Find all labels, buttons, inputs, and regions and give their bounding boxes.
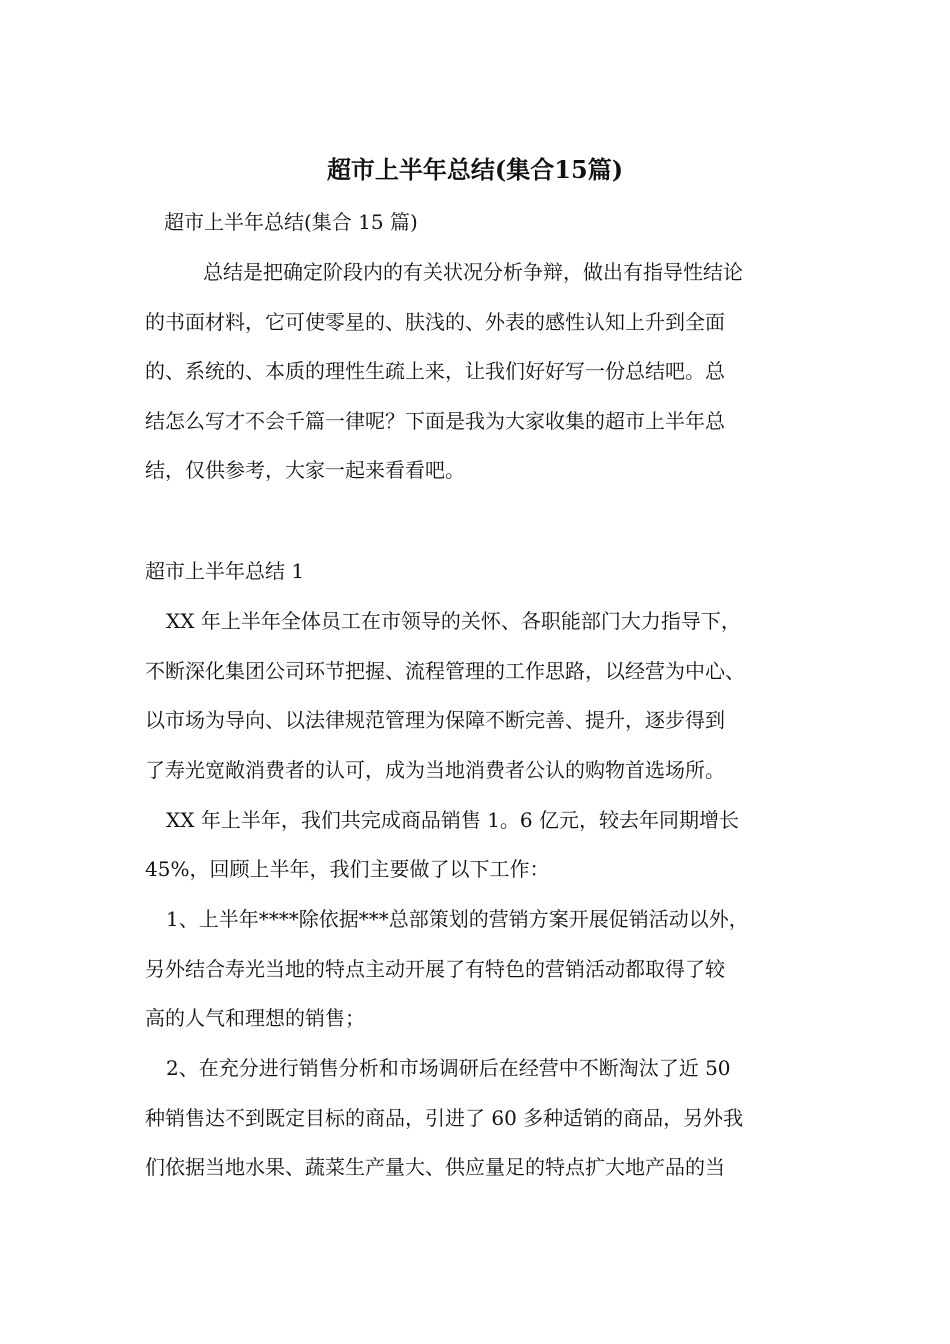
document-subtitle: 超市上半年总结(集合 15 篇) (164, 210, 418, 234)
body-line: 45%，回顾上半年，我们主要做了以下工作： (145, 857, 550, 881)
intro-line: 总结是把确定阶段内的有关状况分析争辩，做出有指导性结论 (203, 260, 743, 284)
intro-line: 的、系统的、本质的理性生疏上来，让我们好好写一份总结吧。总 (145, 359, 725, 383)
body-line: XX 年上半年，我们共完成商品销售 1。6 亿元，较去年同期增长 (166, 808, 739, 832)
intro-line: 结怎么写才不会千篇一律呢？下面是我为大家收集的超市上半年总 (145, 409, 725, 433)
document-title: 超市上半年总结(集合15篇) (326, 155, 624, 184)
body-line: 1、上半年****除依据***总部策划的营销方案开展促销活动以外， (166, 907, 749, 931)
body-line: 不断深化集团公司环节把握、流程管理的工作思路，以经营为中心、 (145, 659, 745, 683)
section-heading: 超市上半年总结 1 (145, 559, 305, 583)
intro-line: 结，仅供参考，大家一起来看看吧。 (145, 458, 465, 482)
body-line: 以市场为导向、以法律规范管理为保障不断完善、提升，逐步得到 (145, 708, 725, 732)
body-line: 高的人气和理想的销售； (145, 1006, 365, 1030)
body-line: 们依据当地水果、蔬菜生产量大、供应量足的特点扩大地产品的当 (145, 1155, 725, 1179)
body-line: 种销售达不到既定目标的商品，引进了 60 多种适销的商品，另外我 (145, 1106, 744, 1130)
body-line: 2、在充分进行销售分析和市场调研后在经营中不断淘汰了近 50 (166, 1056, 731, 1080)
intro-line: 的书面材料，它可使零星的、肤浅的、外表的感性认知上升到全面 (145, 310, 725, 334)
body-line: XX 年上半年全体员工在市领导的关怀、各职能部门大力指导下， (166, 609, 741, 633)
body-line: 另外结合寿光当地的特点主动开展了有特色的营销活动都取得了较 (145, 957, 725, 981)
body-line: 了寿光宽敞消费者的认可，成为当地消费者公认的购物首选场所。 (145, 758, 725, 782)
